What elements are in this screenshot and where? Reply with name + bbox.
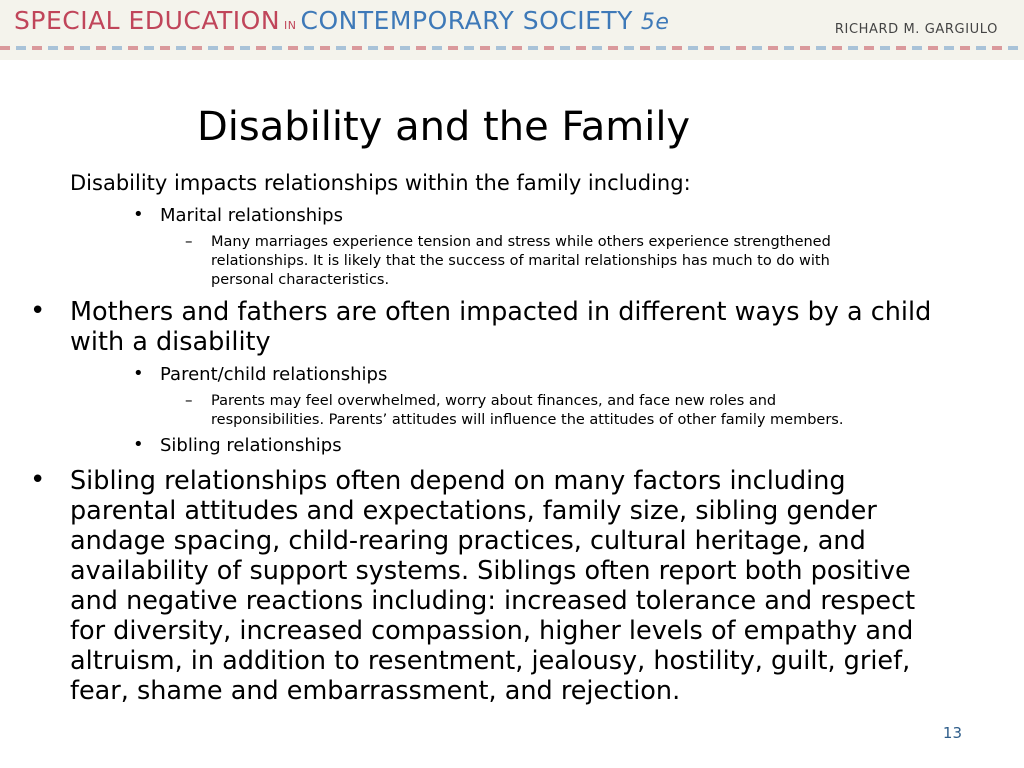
marital-item: Marital relationships bbox=[160, 205, 343, 226]
header-stripe bbox=[0, 46, 1024, 50]
parent-child-item: Parent/child relationships bbox=[160, 364, 388, 385]
sibling-line-2: parental attitudes and expectations, family size, sibling gender bbox=[70, 496, 877, 526]
parent-child-detail-1: Parents may feel overwhelmed, worry about finances, and face new roles and bbox=[211, 393, 777, 409]
book-title-contemporary: CONTEMPORARY SOCIETY bbox=[300, 6, 633, 35]
slide-title: Disability and the Family bbox=[197, 104, 691, 150]
bullet-dot: • bbox=[133, 363, 144, 384]
parent-child-detail-2: responsibilities. Parents’ attitudes will influence the attitudes of other family members. bbox=[211, 412, 844, 428]
marital-detail-1: Many marriages experience tension and stress while others experience strengthened bbox=[211, 234, 831, 250]
dash-marker: – bbox=[185, 232, 193, 250]
sibling-line-6: for diversity, increased compassion, higher levels of empathy and bbox=[70, 616, 914, 646]
parents-line-2: with a disability bbox=[70, 327, 271, 357]
marital-detail-3: personal characteristics. bbox=[211, 272, 390, 288]
book-title-in: IN bbox=[284, 19, 297, 32]
book-title bbox=[14, 6, 669, 40]
intro-text: Disability impacts relationships within the family including: bbox=[70, 171, 691, 195]
sibling-line-7: altruism, in addition to resentment, jealousy, hostility, guilt, grief, bbox=[70, 646, 911, 676]
book-edition: 5e bbox=[640, 10, 670, 35]
sibling-line-3: andage spacing, child-rearing practices, cultural heritage, and bbox=[70, 526, 866, 556]
sibling-item: Sibling relationships bbox=[160, 435, 342, 456]
book-title-special: SPECIAL EDUCATION bbox=[14, 6, 281, 35]
sibling-line-1: Sibling relationships often depend on many factors including bbox=[70, 466, 846, 496]
bullet-dot: • bbox=[30, 296, 46, 326]
book-author: RICHARD M. GARGIULO bbox=[834, 22, 998, 37]
sibling-line-8: fear, shame and embarrassment, and rejection. bbox=[70, 676, 681, 706]
bullet-dot: • bbox=[133, 204, 144, 225]
parents-line-1: Mothers and fathers are often impacted in different ways by a child bbox=[70, 297, 932, 327]
sibling-line-4: availability of support systems. Siblings often report both positive bbox=[70, 556, 911, 586]
bullet-dot: • bbox=[30, 465, 46, 495]
page-number: 13 bbox=[942, 724, 962, 742]
sibling-line-5: and negative reactions including: increased tolerance and respect bbox=[70, 586, 916, 616]
dash-marker: – bbox=[185, 391, 193, 409]
marital-detail-2: relationships. It is likely that the success of marital relationships has much to do with bbox=[211, 253, 830, 269]
header-banner bbox=[0, 0, 1024, 60]
bullet-dot: • bbox=[133, 434, 144, 455]
